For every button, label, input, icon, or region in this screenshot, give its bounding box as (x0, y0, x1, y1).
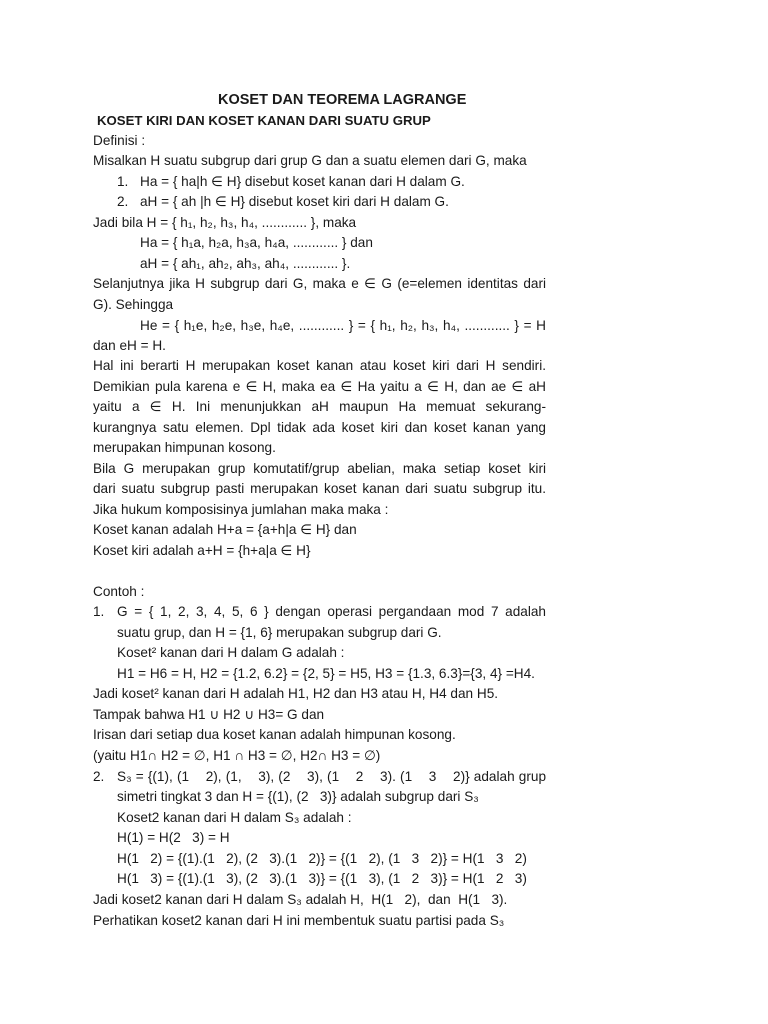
list-number: 2. (117, 194, 129, 209)
formula-line: aH = { ah₁, ah₂, ah₃, ah₄, ............ }. (140, 256, 351, 271)
list-number: 1. (93, 604, 105, 619)
example-line: Koset² kanan dari H dalam G adalah : (117, 645, 345, 660)
text-line: G). Sehingga (93, 297, 174, 312)
text-line: Demikian pula karena e ∈ H, maka ea ∈ Ha yaitu a ∈ H, dan ae ∈ aH (93, 379, 546, 394)
text-line: dan eH = H. (93, 338, 166, 353)
text-line: Hal ini berarti H merupakan koset kanan atau koset kiri dari H sendiri. (93, 358, 546, 373)
document-title: KOSET DAN TEOREMA LAGRANGE (218, 92, 467, 108)
text-line: Selanjutnya jika H subgrup dari G, maka e ∈ G (e=elemen identitas dari (93, 276, 546, 291)
example-line: Koset2 kanan dari H dalam S₃ adalah : (117, 810, 352, 825)
text-line: Koset kiri adalah a+H = {h+a|a ∈ H} (93, 543, 311, 558)
text-line: Koset kanan adalah H+a = {a+h|a ∈ H} dan (93, 522, 357, 537)
example-line: G = { 1, 2, 3, 4, 5, 6 } dengan operasi pergandaan mod 7 adalah (117, 604, 546, 619)
text-line: Definisi : (93, 133, 146, 148)
text-line: dari suatu subgrup pasti merupakan koset kanan dari suatu subgrup itu. (93, 481, 546, 496)
text-line: yaitu a ∈ H. Ini menunjukkan aH maupun Ha memuat sekurang- (93, 399, 546, 414)
section-heading: Contoh : (93, 584, 145, 599)
text-line: Jadi bila H = { h₁, h₂, h₃, h₄, ............ }, maka (93, 215, 357, 230)
list-item: aH = { ah |h ∈ H} disebut koset kiri dari H dalam G. (140, 194, 449, 209)
list-number: 1. (117, 174, 129, 189)
example-line: suatu grup, dan H = {1, 6} merupakan subgrup dari G. (117, 625, 442, 640)
example-line: simetri tingkat 3 dan H = {(1), (2 3)} adalah subgrup dari S₃ (117, 789, 479, 804)
text-line: Tampak bahwa H1 ∪ H2 ∪ H3= G dan (93, 707, 325, 722)
text-line: Jika hukum komposisinya jumlahan maka maka : (93, 502, 389, 517)
example-line: S₃ = {(1), (1 2), (1, 3), (2 3), (1 2 3). (1 3 2)} adalah grup (117, 769, 546, 784)
text-line: Jadi koset2 kanan dari H dalam S₃ adalah H, H(1 2), dan H(1 3). (93, 892, 508, 907)
example-line: H(1) = H(2 3) = H (117, 830, 230, 845)
text-line: Misalkan H suatu subgrup dari grup G dan a suatu elemen dari G, maka (93, 153, 527, 168)
list-number: 2. (93, 769, 105, 784)
example-line: H(1 2) = {(1).(1 2), (2 3).(1 2)} = {(1 2), (1 3 2)} = H(1 3 2) (117, 851, 527, 866)
text-line: Perhatikan koset2 kanan dari H ini membentuk suatu partisi pada S₃ (93, 913, 505, 928)
formula-line: He = { h₁e, h₂e, h₃e, h₄e, ............ } = { h₁, h₂, h₃, h₄, ............ } = H (140, 318, 546, 333)
text-line: Jadi koset² kanan dari H adalah H1, H2 dan H3 atau H, H4 dan H5. (93, 686, 499, 701)
formula-line: Ha = { h₁a, h₂a, h₃a, h₄a, ............ } dan (140, 235, 373, 250)
list-item: Ha = { ha|h ∈ H} disebut koset kanan dari H dalam G. (140, 174, 465, 189)
text-line: (yaitu H1∩ H2 = ∅, H1 ∩ H3 = ∅, H2∩ H3 = ∅) (93, 748, 381, 763)
example-line: H1 = H6 = H, H2 = {1.2, 6.2} = {2, 5} = H5, H3 = {1.3, 6.3}={3, 4} =H4. (117, 666, 535, 681)
section-subtitle: KOSET KIRI DAN KOSET KANAN DARI SUATU GRUP (97, 113, 431, 128)
text-line: Irisan dari setiap dua koset kanan adalah himpunan kosong. (93, 727, 456, 742)
text-line: merupakan himpunan kosong. (93, 440, 276, 455)
example-line: H(1 3) = {(1).(1 3), (2 3).(1 3)} = {(1 3), (1 2 3)} = H(1 2 3) (117, 871, 527, 886)
text-line: kurangnya satu elemen. Dpl tidak ada koset kiri dan koset kanan yang (93, 420, 546, 435)
text-line: Bila G merupakan grup komutatif/grup abelian, maka setiap koset kiri (93, 461, 546, 476)
